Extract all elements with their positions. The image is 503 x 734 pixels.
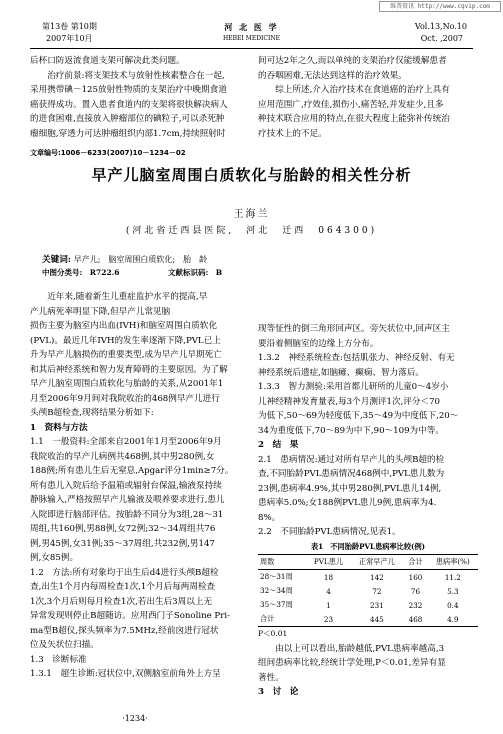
text-line: 2.2 不同胎龄PVL患病情况,见表1。 (258, 527, 401, 537)
text-line: 头颅B超检查,现将结果分析如下: (30, 408, 154, 418)
text-line: 位及矢状位扫描。 (30, 640, 99, 650)
table-caption: 表1 不同胎龄PVL患病率比较(例) (310, 541, 426, 551)
text-line: 著性。 (258, 672, 284, 683)
text-line: 早产儿脑室周围白质软化与胎龄的关系,从2001年1 (30, 379, 224, 389)
section-heading: 3 讨 论 (258, 687, 299, 697)
header-date-en: Oct. ,2007 (420, 34, 463, 43)
table-cell: 11.2 (444, 572, 461, 582)
text-line: 损伤主要为脑室内出血(IVH)和脑室周围白质软化 (30, 321, 218, 331)
text-line: 疗技术上的不足。 (258, 128, 327, 139)
text-line: 产儿病死率明显下降,但早产儿常见脑 (30, 306, 171, 317)
class-no: 中图分类号: R722.6 (42, 268, 120, 277)
left-column (30, 290, 252, 682)
text-line: 例,男45例,女31例;35～37周组,共232例,男147 (30, 538, 215, 549)
article-title: 早产儿脑室周围白质软化与胎龄的相关性分析 (91, 166, 412, 184)
table-cell: 445 (370, 614, 384, 624)
text-line: 现等怔性的倒三角形回声区。旁矢状位中,回声区主 (258, 324, 450, 334)
header-rule (30, 48, 473, 49)
table-cell: 5.3 (447, 586, 459, 596)
text-line: 34为重度低下,70～89为中下,90～109为中等。 (258, 425, 444, 436)
table-row (258, 598, 478, 612)
text-line: 患病率5.0%;女188例PVL患儿9例,患病率为4. (258, 498, 437, 508)
table-header-cell: PVL患儿 (313, 557, 344, 566)
table-cell: 72 (372, 586, 382, 596)
table-cell: 76 (410, 586, 421, 596)
table-cell: 142 (370, 572, 384, 582)
text-line: 查,不同胎龄PVL患病情况468例中,PVL患儿数为 (258, 469, 445, 479)
text-line: 组间患病率比较,经统计学处理,P＜0.01,差异有显 (258, 658, 446, 668)
text-line: 治疗前景:将支架技术与放射性核素整合在一起, (30, 70, 225, 81)
text-line: 神经系统后遗症,如脑瘫、癫痫、智力落后。 (258, 367, 425, 378)
header-volume-en: Vol.13,No.10 (414, 22, 467, 31)
text-line: 综上所述,介入治疗技术在食道癌的治疗上具有 (258, 85, 450, 95)
text-line: 的吞咽困难,无法达到这样的治疗效果。 (258, 70, 407, 81)
text-line: ma型B超仪,探头频率为7.5MHz,经前囟进行冠状 (30, 625, 219, 636)
section-heading: 1 资料与方法 (30, 422, 88, 433)
top-left-column (30, 54, 250, 141)
text-line: 例,女85例。 (30, 553, 79, 563)
text-line: 188例;所有患儿生后无窒息,Apgar评分1min≥7分。 (30, 466, 234, 476)
table-cell: 468 (408, 614, 423, 624)
text-line: 我院收治的早产儿病例共468例,其中男280例,女 (30, 451, 215, 462)
text-line: 癌获得成功。置入患者食道内的支架将很快解决病人 (30, 99, 228, 110)
text-line: 的进食困难,直接放入肿瘤部位的碘粒子,可以杀死肿 (30, 114, 225, 124)
table-cell: 160 (408, 572, 423, 582)
text-line: 1.1 一般资料:全部来自2001年1月至2006年9月 (30, 437, 222, 447)
header-journal-en: HEBEI MEDICINE (223, 35, 280, 42)
table-cell: 4.9 (447, 614, 459, 624)
table-row (258, 612, 478, 627)
text-line: 月至2006年9月间对我院收治的468例早产儿进行 (30, 393, 220, 404)
table-header-cell: 合计 (408, 557, 423, 566)
text-line: (PVL)。最近几年IVH的发生率逐渐下降,PVL已上 (30, 335, 221, 346)
keywords: 早产儿; 脑室周围白质软化; 胎 龄 (73, 255, 208, 264)
text-line: 1.3.3 智力测验:采用首都儿研所的儿童0～4岁小 (258, 382, 449, 392)
page-number: ·1234· (122, 714, 148, 723)
text-line: 入院即进行脑部评估。按胎龄不同分为3组,28～31 (30, 509, 224, 520)
table-header-row (258, 555, 478, 570)
table-header-cell: 周数 (260, 557, 275, 566)
header-volume-cn: 第13卷 第10期 (42, 22, 97, 31)
table-cell: 231 (370, 600, 384, 610)
text-line: 和其后神经系统和智力发育障碍的主要原因。为了解 (30, 364, 228, 375)
text-line: 查,出生1个月内每周检查1次,1个月后每两周检查 (30, 582, 216, 592)
text-line: 儿神经精神发育量表,每3个月测评1次,评分＜70 (258, 396, 441, 407)
text-line: 间可达2年之久,而以单纯的支架治疗仅能缓解患者 (258, 56, 447, 66)
table-cell: 18 (323, 572, 334, 582)
text-line: 升为早产儿脑损伤的重要类型,成为早产儿早期死亡 (30, 350, 222, 360)
table-cell: 28～31周 (260, 572, 293, 581)
text-line: 要沿着侧脑室的边缘上方分布。 (258, 338, 379, 349)
header-journal-cn: 河 北 医 学 (224, 22, 279, 32)
table-cell: 4 (326, 586, 331, 596)
text-line: 静脉输入,严格按照早产儿输液及喂养要求进行,患儿 (30, 495, 225, 505)
text-line: 所有患儿入院后给予温箱或辐射台保温,输液泵持续 (30, 480, 222, 491)
pvl-table (258, 554, 478, 627)
table-cell: 35～37周 (260, 600, 293, 609)
text-line: 8%。 (258, 512, 281, 523)
text-line: 23例,患病率4.9%,其中男280例,PVL患儿14例, (258, 483, 442, 494)
text-line: 瘤细胞,穿透力可达肿瘤组织内部1.7cm,持续照射时 (30, 128, 226, 139)
text-line: 由以上可以看出,胎龄越低,PVL患病率越高,3 (258, 643, 445, 654)
author: 王海兰 (233, 209, 270, 220)
text-line: 近年来,随着新生儿重症监护水平的提高,早 (30, 292, 208, 302)
table-row (258, 584, 478, 598)
table-row (258, 570, 478, 585)
text-line: 周组,共160例,男88例,女72例;32～34周组共76 (30, 524, 216, 534)
doc-code: 文献标识码: B (168, 268, 223, 277)
text-line: 后杯口防返流食道支架可解决此类问题。 (30, 56, 185, 66)
top-right-column (258, 54, 476, 141)
table-note: P＜0.01 (258, 629, 288, 638)
affiliation: (河北省迁西县医院, 河北 迁西 064300) (125, 226, 378, 236)
header-date-cn: 2007年10月 (46, 34, 93, 43)
table-cell: 1 (326, 600, 331, 610)
text-line: 采用携带碘－125放射性物质的支架治疗中晚期食道 (30, 85, 227, 95)
table-cell: 232 (408, 600, 423, 610)
text-line: 1.2 方法:所有对象均于出生后d4进行头颅B超检 (30, 567, 219, 578)
table-cell: 32～34周 (260, 586, 293, 595)
text-line: 为低下,50～69为轻度低下,35～49为中度低下,20～ (258, 411, 459, 421)
text-line: 2.1 患病情况:通过对所有早产儿的头颅B超的检 (258, 454, 445, 465)
watermark-stamp: 维普资讯 http://www.cqvip.com (379, 1, 501, 12)
keywords-row (42, 253, 207, 265)
text-line: 1.3.1 超生诊断:冠状位中,双侧脑室前角外上方呈 (30, 669, 221, 679)
text-line: 应用范围广,疗效佳,损伤小,痛苦轻,并发症少,且多 (258, 99, 444, 110)
table-cell: 合计 (260, 614, 275, 623)
table-cell: 0.4 (447, 600, 459, 610)
table-cell: 23 (323, 614, 334, 624)
subsection-heading: 1.3 诊断标准 (30, 654, 87, 665)
table-header-cell: 患病率(%) (435, 557, 470, 566)
section-heading: 2 结 果 (258, 440, 299, 450)
text-line: 种技术联合应用的特点,在很大程度上能弥补传统治 (258, 114, 450, 124)
article-id: 文章编号:1006－6233(2007)10－1234－02 (30, 149, 186, 157)
keywords-label: 关键词: (42, 255, 71, 265)
text-line: 异常发现则停止B超随访。应用西门子Sonoline Pri- (30, 611, 230, 621)
table-header-cell: 正常早产儿 (358, 557, 395, 566)
text-line: 1.3.2 神经系统检查:包括肌张力、神经反射、有无 (258, 353, 455, 363)
right-column (258, 322, 478, 700)
text-line: 1次,3个月后则每月检查1次,若出生后3周以上无 (30, 596, 213, 607)
